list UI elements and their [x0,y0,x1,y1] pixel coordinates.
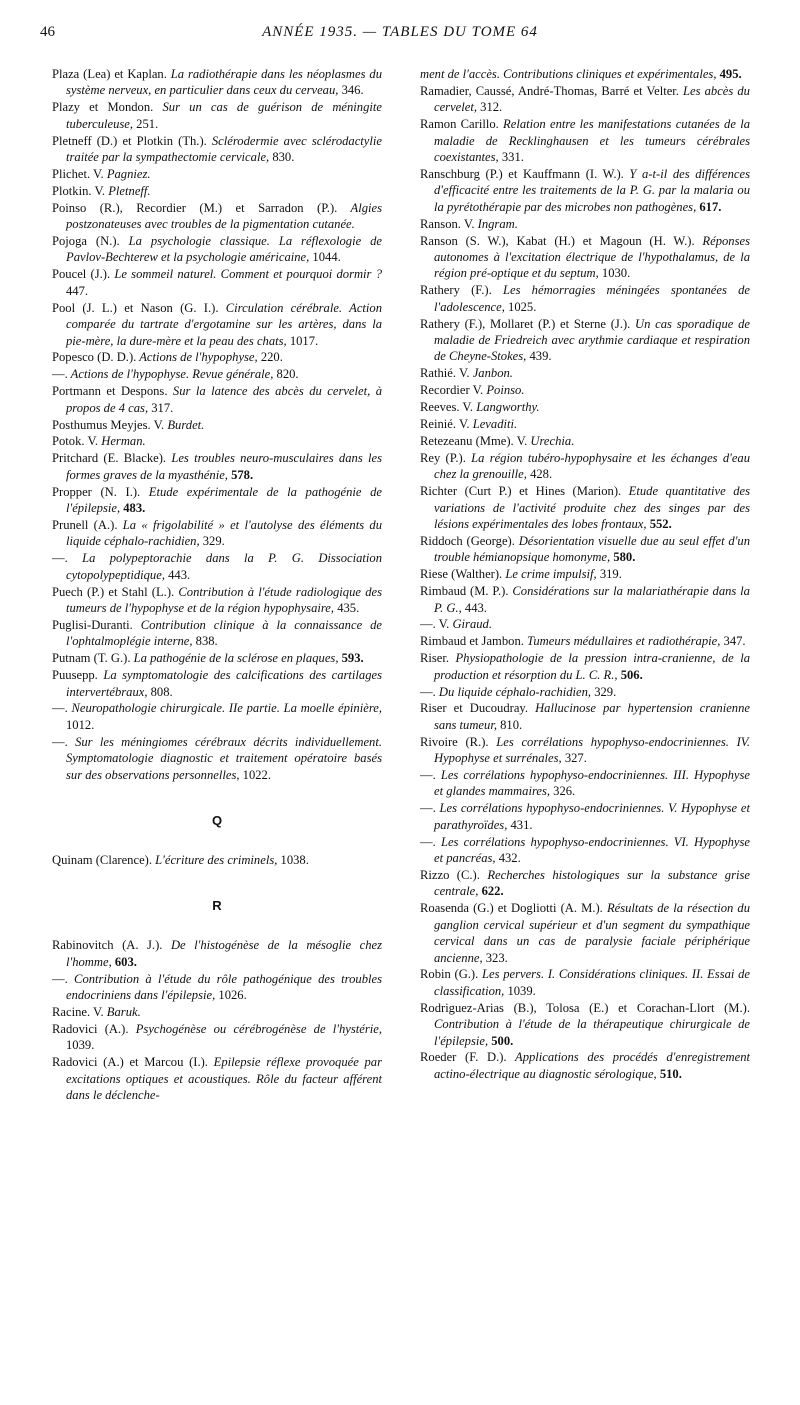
index-entry [420,483,750,532]
entry-author: Robin (G.). [420,967,479,982]
index-entry [420,650,750,683]
entry-title: Considérations sur la malariathérapie dans la P. G., [434,584,750,615]
entry-author: Portmann et Despons. [52,384,168,399]
index-entry [420,450,750,483]
entry-page-ref: 317. [148,400,174,415]
entry-page-ref: 346. [338,83,364,98]
index-entry [52,550,382,583]
index-entry [52,584,382,617]
entry-title: De l'histogénèse de la mésoglie chez l'homme, [66,938,383,969]
index-entry [420,416,750,432]
entry-page-ref: 820. [273,367,299,382]
entry-page-ref: 432. [495,851,521,866]
index-entry [52,700,382,733]
entry-page-ref: 319. [596,567,622,582]
entry-title: Physiopathologie de la pression intra-cranienne, de la production et résorption du L. C. R., [434,651,750,682]
entry-page-ref-bold: 483. [120,501,146,516]
index-entry [52,383,382,416]
entry-author: —. [52,971,68,986]
entry-author: Ranschburg (P.) et Kauffmann (I. W.). [420,166,624,181]
index-entry [420,216,750,232]
entry-page-ref: 1025. [504,299,537,314]
left-column [52,66,382,1104]
entry-author: Radovici (A.) et Marcou (I.). [52,1055,208,1070]
index-entry [420,583,750,616]
entry-title: Epilepsie réflexe provoquée par excitations optiques et acoustiques. Rôle du facteur afférent dans le déclenche- [66,1055,382,1103]
entry-author: Rizzo (C.). [420,868,480,882]
entry-author: Rabinovitch (A. J.). [52,938,163,953]
entry-title: Contribution clinique à la connaissance de l'ophtalmoplégie interne, [66,617,382,649]
entry-page-ref: 312. [477,100,503,115]
entry-title: Applications des procédés d'enregistrement actino-électrique au diagnostic sérologique, [434,1050,750,1081]
entry-page-ref: 443. [164,567,191,582]
entry-author: Rodriguez-Arias (B.), Tolosa (E.) et Corachan-Llort (M.). [420,1000,750,1015]
entry-page-ref: 1030. [598,266,631,281]
entry-title: Contribution à l'étude du rôle pathogénique des troubles endocriniens dans l'épilepsie, [66,971,382,1003]
entry-title: Les troubles neuro-musculaires dans les formes graves de la myasthénie, [66,451,382,482]
index-entry [420,966,750,999]
entry-title: Contribution à l'étude de la thérapeutique chirurgicale de l'épilepsie, [434,1017,750,1048]
entry-title: Les corrélations hypophyso-endocriniennes. V. Hypophyse et parathyroïdes, [434,801,750,832]
index-entry [420,116,750,165]
entry-title: Les corrélations hypophyso-endocriniennes. III. Hypophyse et glandes mammaires, [434,768,750,799]
entry-author: Riser. [420,651,450,666]
index-entry [420,834,750,867]
entry-page-ref-bold: 578. [227,467,254,482]
entry-page-ref-bold: 580. [610,550,636,565]
entry-author: Pritchard (E. Blacke). [52,451,167,466]
entry-page-ref: 830. [269,150,295,165]
index-entry [52,349,382,365]
index-entry [420,800,750,833]
entry-author: Reeves. V. [420,400,474,415]
index-entry [420,83,750,116]
index-entry [52,450,382,483]
entry-title: Urechia. [527,433,575,448]
entry-author: —. [420,834,436,849]
index-entry [52,417,382,433]
entry-author: —. [420,801,436,816]
index-entry [52,650,382,666]
index-entry [52,971,382,1004]
index-entry [420,282,750,315]
index-section-r [52,937,382,1103]
entry-author: Ramon Carillo. [420,117,499,132]
entry-page-ref-bold: 510. [656,1066,682,1081]
entry-title: La psychologie classique. La réflexologie de Pavlov-Bechterew et la psychologie américaine, [66,234,382,265]
entry-title: La région tubéro-hypophysaire et les échanges d'eau chez la grenouille, [434,450,750,482]
entry-author: Rathery (F.), Mollaret (P.) et Sterne (J.). [420,316,631,331]
index-entry [420,767,750,800]
entry-title: Pletneff. [105,183,151,198]
entry-page-ref: 1012. [66,717,95,732]
entry-title: Pagniez. [103,166,151,181]
entry-author: —. V. [420,617,450,632]
entry-title: La radiothérapie dans les néoplasmes du système nerveux, en particulier dans ceux du cerveau, [66,67,382,98]
entry-page-ref: 435. [334,601,360,615]
index-entry [420,66,750,82]
entry-title: Le crime impulsif, [502,567,597,582]
running-title: ANNÉE 1935. — TABLES DU TOME 64 [262,24,538,40]
index-entry [52,734,382,783]
entry-author: Puglisi-Duranti. [52,617,133,632]
entry-title: Etude quantitative des variations de l'activité produite chez des singes par des lésions expérimentales des lobes frontaux, [434,484,750,531]
entry-author: Rathery (F.). [420,283,492,298]
entry-page-ref: 1038. [277,852,309,867]
entry-author: Rimbaud et Jambon. [420,634,524,649]
entry-page-ref: 808. [147,684,173,699]
entry-title: Contribution à l'étude radiologique des tumeurs de l'hypophyse et de la région hypophysaire, [66,584,383,615]
entry-author: —. [420,684,436,699]
entry-page-ref: 251. [133,116,159,131]
index-entry [420,684,750,700]
entry-title: Réponses autonomes à l'excitation électrique de l'hypothalamus, de la région pré-optique et du septum, [434,233,750,281]
entry-page-ref: 347. [720,634,746,649]
entry-title: Sclérodermie avec sclérodactylie traitée par la sympathectomie cervicale, [66,133,382,165]
entry-title: Relation entre les manifestations cutanées de la maladie de Recklinghausen et les tumeurs cérébrales coexistantes, [434,117,750,165]
index-entry [52,99,382,132]
index-entry [420,700,750,733]
entry-title: Actions de l'hypophyse, [136,350,258,365]
index-section-q [52,852,382,868]
entry-title: Les pervers. I. Considérations cliniques. II. Essai de classification, [434,967,750,998]
entry-author: Rivoire (R.). [420,734,489,749]
entry-author: Pletneff (D.) et Plotkin (Th.). [52,133,207,148]
index-entry [52,366,382,382]
entry-author: Plazy et Mondon. [52,100,154,115]
entry-author: —. [52,551,68,566]
entry-author: Plichet. V. [52,166,104,181]
index-entry [52,852,382,868]
entry-title: Baruk. [103,1005,141,1019]
entry-title: Du liquide céphalo-rachidien, [435,684,592,699]
entry-title: Les hémorragies méningées spontanées de l'adolescence, [434,283,750,314]
entry-title: Recherches histologiques sur la substance grise centrale, [434,868,750,899]
entry-author: Plaza (Lea) et Kaplan. [52,67,167,81]
index-entry [52,1054,382,1103]
entry-title: Janbon. [469,366,513,381]
index-entry [52,66,382,99]
entry-page-ref: 323. [482,950,508,965]
entry-page-ref: 329. [591,684,617,699]
entry-title: Neuropathologie chirurgicale. IIe partie. La moelle épinière, [67,701,382,716]
entry-page-ref-bold: 506. [617,667,643,682]
page-header [40,24,760,48]
entry-page-ref: 1022. [239,767,271,782]
entry-author: Propper (N. I.). [52,484,141,499]
entry-page-ref: 431. [507,817,533,832]
index-entry [420,900,750,966]
index-entry [52,667,382,700]
index-entry [420,365,750,381]
index-entry [420,566,750,582]
index-entry [420,233,750,282]
index-entry [420,1049,750,1082]
entry-author: Rimbaud (M. P.). [420,584,509,599]
entry-author: Popesco (D. D.). [52,350,137,365]
entry-author: —. [52,734,68,749]
index-entry [420,166,750,215]
entry-author: Ramadier, Caussé, André-Thomas, Barré et Velter. [420,83,679,98]
entry-author: Poucel (J.). [52,267,111,282]
entry-author: Poinso (R.), Recordier (M.) et Sarradon (P.). [52,200,338,215]
index-entry [420,633,750,649]
entry-title: Un cas sporadique de maladie de Friedreich avec arythmie cardiaque et respiration de Cheyne-Stokes, [434,316,750,364]
entry-title: Giraud. [449,617,492,632]
entry-author: Ranson. V. [420,216,475,231]
entry-author: Riddoch (George). [420,533,515,548]
entry-title: Ingram. [474,216,518,231]
entry-page-ref-bold: 593. [338,651,364,666]
entry-author: —. [52,701,68,716]
entry-page-ref-bold: 622. [478,884,504,899]
entry-author: Richter (Curt P.) et Hines (Marion). [420,484,622,499]
index-entry [52,166,382,182]
index-entry [52,133,382,166]
entry-title: Tumeurs médullaires et radiothérapie, [523,634,721,649]
entry-page-ref: 220. [257,350,283,365]
entry-author: Putnam (T. G.). [52,651,131,666]
entry-author: Posthumus Meyjes. V. [52,417,165,432]
index-entry [52,300,382,349]
right-column [420,66,750,1083]
entry-title: Les abcès du cervelet, [434,83,750,115]
index-entry [420,1000,750,1049]
entry-author: —. [420,768,436,783]
entry-page-ref: 428. [526,467,553,482]
index-entry [52,266,382,299]
entry-page-ref-bold: 495. [716,67,742,81]
entry-title: Circulation cérébrale. Action comparée du tartrate d'ergotamine sur les artères, dans la pie-mère, la dure-mère et la peau des chats, [66,300,382,348]
entry-page-ref: 439. [526,349,552,364]
index-entry [52,233,382,266]
entry-page-ref-bold: 617. [696,199,722,214]
entry-title: Poinso. [483,383,525,398]
page-number: 46 [40,24,55,40]
index-entry [52,200,382,233]
index-entry [420,382,750,398]
entry-title: Les corrélations hypophyso-endocriniennes. IV. Hypophyse et surrénales, [434,734,750,766]
entry-page-ref-bold: 552. [646,516,672,531]
index-entry [52,183,382,199]
entry-author: Rey (P.). [420,450,466,465]
index-section-r-continued [420,66,750,1082]
entry-page-ref: 327. [561,751,587,766]
entry-title: L'écriture des criminels, [152,852,278,867]
entry-title: Burdet. [164,417,205,432]
entry-title: Les corrélations hypophyso-endocriniennes. VI. Hypophyse et pancréas, [434,834,750,866]
entry-author: Riser et Ducoudray. [420,701,529,716]
entry-title: La pathogénie de la sclérose en plaques, [130,651,339,666]
entry-page-ref: 326. [550,784,576,799]
entry-author: Riese (Walther). [420,567,503,582]
entry-author: Roasenda (G.) et Dogliotti (A. M.). [420,901,603,916]
entry-author: Rathié. V. [420,366,470,381]
entry-author: Pojoga (N.). [52,234,120,249]
entry-page-ref: 329. [199,534,225,549]
entry-author: —. [52,367,68,382]
entry-title: Algies postzonateuses avec troubles de la pigmentation cutanée. [66,200,382,232]
index-entry [52,937,382,970]
entry-title: Etude expérimentale de la pathogénie de l'épilepsie, [66,484,382,516]
entry-title: ment de l'accès. Contributions cliniques et expérimentales, [420,67,717,81]
entry-title: Herman. [98,434,146,449]
entry-page-ref: 1039. [66,1038,95,1053]
entry-title: Langworthy. [473,400,540,415]
entry-author: Puech (P.) et Stahl (L.). [52,584,175,599]
entry-author: Puusepp. [52,668,98,683]
entry-author: Reinié. V. [420,417,470,432]
index-entry [420,399,750,415]
entry-page-ref: 1039. [504,983,536,998]
index-entry [52,617,382,650]
entry-page-ref-bold: 500. [488,1033,514,1048]
entry-author: Roeder (F. D.). [420,1050,507,1065]
entry-page-ref: 443. [461,600,487,615]
entry-author: Plotkin. V. [52,183,106,198]
entry-title: Sur un cas de guérison de méningite tuberculeuse, [66,100,382,131]
entry-title: Résultats de la résection du ganglion cervical supérieur et d'un segment du sympathique cervical dans un cas de paralysie faciale périphérique ancienne, [434,901,751,965]
entry-author: Ranson (S. W.), Kabat (H.) et Magoun (H. W.). [420,233,695,248]
entry-page-ref: 838. [192,634,218,649]
entry-author: Recordier V. [420,383,484,398]
index-entry [420,316,750,365]
entry-title: Levaditi. [469,417,518,432]
entry-page-ref: 1044. [309,250,341,265]
entry-author: Quinam (Clarence). [52,852,153,867]
index-entry [52,433,382,449]
index-entry [420,616,750,632]
entry-author: Prunell (A.). [52,517,118,532]
index-entry [52,517,382,550]
entry-title: La symptomatologie des calcifications des cartilages intervertébraux, [66,668,382,699]
entry-author: Radovici (A.). [52,1021,129,1036]
index-entry [52,484,382,517]
entry-page-ref: 331. [498,150,524,165]
index-entry [420,734,750,767]
entry-author: Retezeanu (Mme). V. [420,433,528,448]
entry-title: Sur la latence des abcès du cervelet, à propos de 4 cas, [66,384,382,415]
index-section-p [52,66,382,783]
entry-page-ref: 1026. [215,988,247,1003]
section-letter-q: Q [211,812,223,828]
entry-author: Racine. V. [52,1005,104,1019]
entry-author: Pool (J. L.) et Nason (G. I.). [52,300,219,315]
entry-title: La « frigolabilité » et l'autolyse des éléments du liquide céphalo-rachidien, [66,517,382,549]
entry-title: Hallucinose par hypertension cranienne sans tumeur, [434,701,750,732]
entry-title: La polypeptorachie dans la P. G. Dissociation cytopolypeptidique, [66,551,382,582]
entry-page-ref: 1017. [286,333,319,348]
index-entry [420,533,750,566]
entry-title: Y a-t-il des différences d'efficacité entre les traitements de la P. G. par la malaria ou la pyrétothérapie par des microbes non pathogènes, [434,166,750,214]
entry-title: Sur les méningiomes cérébraux décrits individuellement. Symptomatologie diagnostic et traitement opératoire basés sur des observations personnelles, [66,734,382,782]
index-entry [52,1021,382,1054]
entry-author: Potok. V. [52,434,99,449]
index-entry [420,867,750,900]
entry-title: Le sommeil naturel. Comment et pourquoi dormir ? [110,267,382,282]
entry-page-ref: 447. [66,283,89,298]
section-letter-r: R [212,898,222,914]
entry-page-ref: 810. [496,717,523,732]
entry-page-ref-bold: 603. [111,954,137,969]
entry-title: Actions de l'hypophyse. Revue générale, [67,367,274,382]
index-entry [420,433,750,449]
entry-title: Psychogénèse ou cérébrogénèse de l'hystérie, [128,1021,382,1036]
index-entry [52,1004,382,1020]
entry-title: Désorientation visuelle due au seul effet d'un trouble hémianopsique homonyme, [434,533,750,565]
